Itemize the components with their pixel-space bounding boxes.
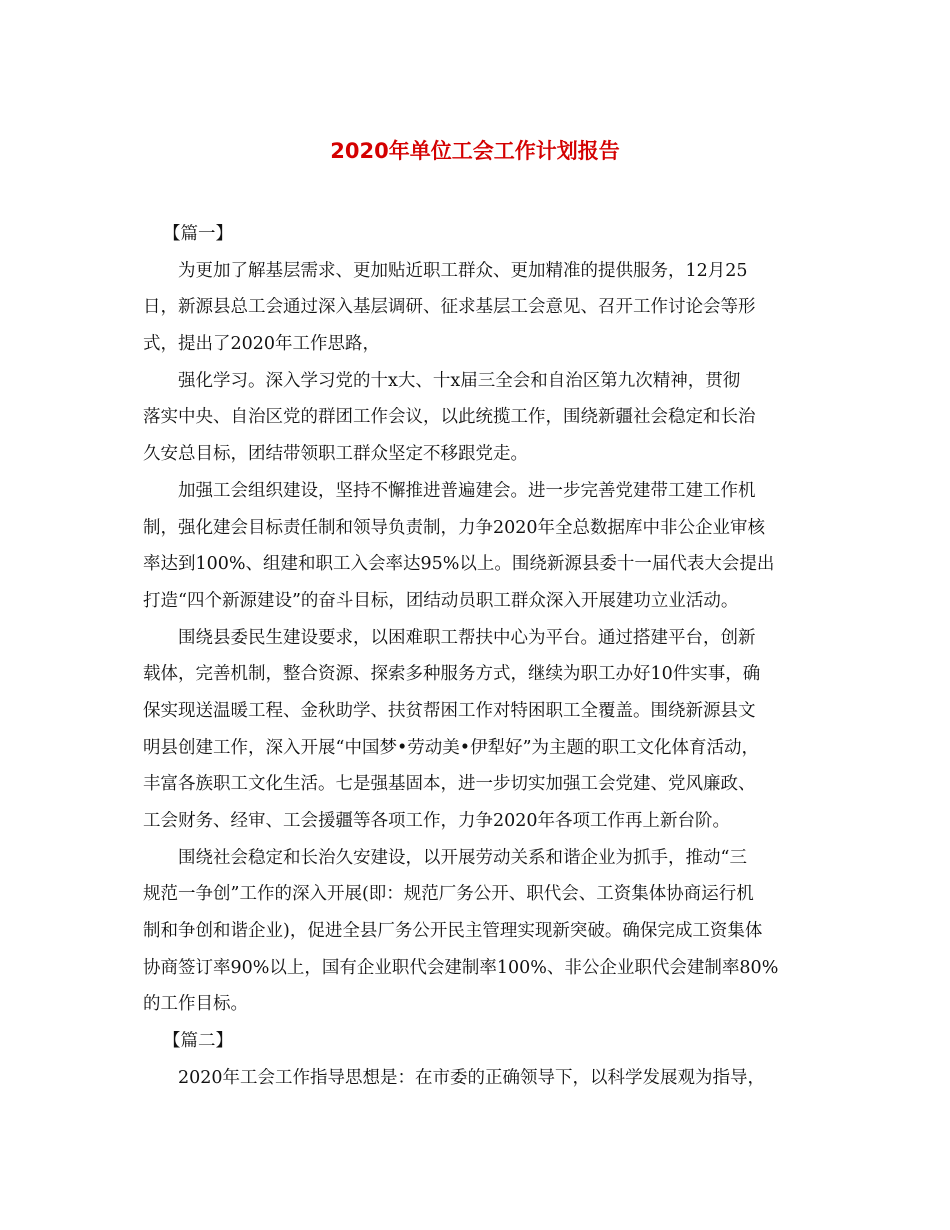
text-line: 强化学习。深入学习党的十x大、十x届三全会和自治区第九次精神，贯彻 <box>178 370 741 391</box>
text-line: 围绕县委民生建设要求，以困难职工帮扶中心为平台。通过搭建平台，创新 <box>178 627 756 648</box>
text-line: 2020年工会工作指导思想是：在市委的正确领导下，以科学发展观为指导， <box>178 1067 766 1088</box>
text-line: 制，强化建会目标责任制和领导负责制，力争2020年全总数据库中非公企业审核 <box>143 517 766 538</box>
text-line: 久安总目标，团结带领职工群众坚定不移跟党走。 <box>143 444 528 465</box>
section-heading: 【篇二】 <box>163 1031 233 1052</box>
text-line: 率达到100%、组建和职工入会率达95%以上。围绕新源县委十一届代表大会提出 <box>143 554 775 575</box>
text-line: 保实现送温暖工程、金秋助学、扶贫帮困工作对特困职工全覆盖。围绕新源县文 <box>143 700 756 721</box>
text-line: 丰富各族职工文化生活。七是强基固本，进一步切实加强工会党建、党风廉政、 <box>143 774 756 795</box>
text-line: 制和争创和谐企业)，促进全县厂务公开民主管理实现新突破。确保完成工资集体 <box>143 921 763 942</box>
section-heading: 【篇一】 <box>163 224 233 244</box>
text-line: 日，新源县总工会通过深入基层调研、征求基层工会意见、召开工作讨论会等形 <box>143 297 756 318</box>
document-title: 2020年单位工会工作计划报告 <box>330 139 620 163</box>
text-line: 协商签订率90%以上，国有企业职代会建制率100%、非公企业职代会建制率80% <box>143 957 779 978</box>
text-line: 规范一争创”工作的深入开展(即：规范厂务公开、职代会、工资集体协商运行机 <box>143 884 754 905</box>
text-line: 为更加了解基层需求、更加贴近职工群众、更加精准的提供服务，12月25 <box>178 260 748 281</box>
text-line: 加强工会组织建设，坚持不懈推进普遍建会。进一步完善党建带工建工作机 <box>178 480 756 501</box>
document-body <box>143 216 811 1097</box>
text-line: 载体，完善机制，整合资源、探索多种服务方式，继续为职工办好10件实事，确 <box>143 664 761 685</box>
text-line: 打造“四个新源建设”的奋斗目标，团结动员职工群众深入开展建功立业活动。 <box>143 590 739 611</box>
text-line: 工会财务、经审、工会援疆等各项工作，力争2020年各项工作再上新台阶。 <box>143 811 731 831</box>
text-line: 围绕社会稳定和长治久安建设，以开展劳动关系和谐企业为抓手，推动“三 <box>178 847 747 868</box>
text-line: 落实中央、自治区党的群团工作会议，以此统揽工作，围绕新疆社会稳定和长治 <box>143 407 756 428</box>
text-line: 明县创建工作，深入开展“中国梦•劳动美•伊犁好”为主题的职工文化体育活动， <box>143 737 760 758</box>
text-line: 的工作目标。 <box>143 994 248 1015</box>
text-line: 式，提出了2020年工作思路， <box>143 334 381 355</box>
